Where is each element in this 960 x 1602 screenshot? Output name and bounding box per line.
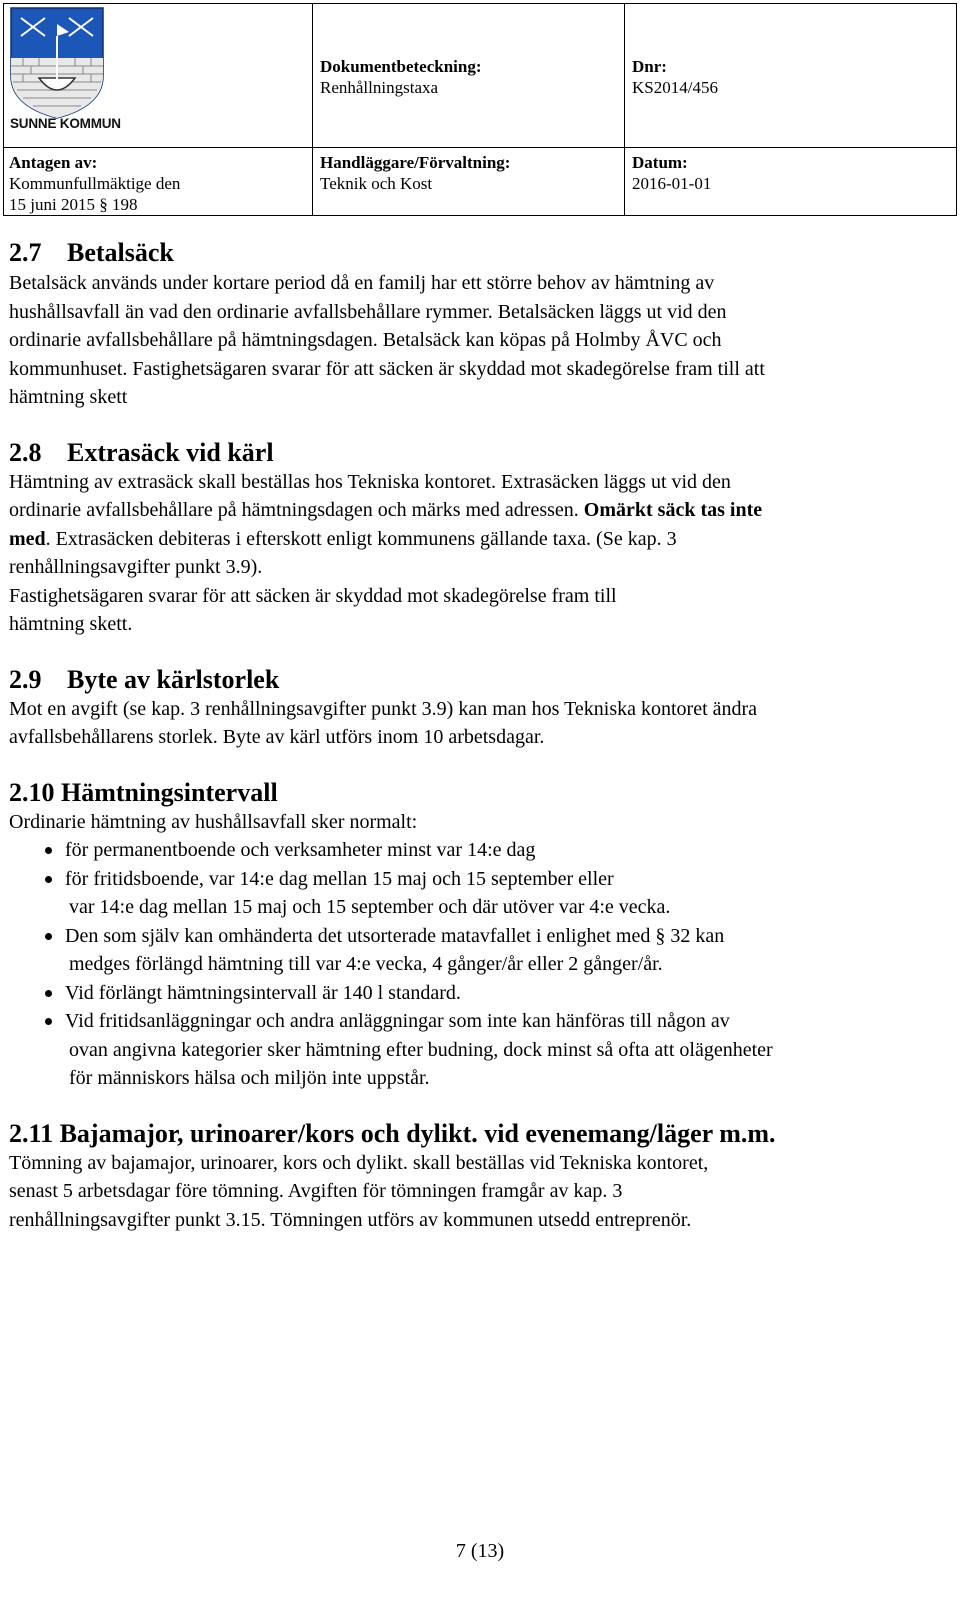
list-item: [9, 922, 949, 979]
document-header: [3, 3, 957, 216]
header-divider: [312, 4, 313, 215]
list-item: [9, 836, 949, 865]
bullet-icon: [45, 847, 52, 854]
doc-label: Dokumentbeteckning:: [320, 57, 482, 76]
handlaggare-value: Teknik och Kost: [320, 174, 433, 193]
section-number: 2.8: [9, 437, 42, 467]
paragraph-line: renhållningsavgifter punkt 3.9).: [9, 556, 263, 578]
paragraph-line: renhållningsavgifter punkt 3.15. Tömningen utförs av kommunen utsedd entreprenör.: [9, 1208, 692, 1231]
paragraph-line: ordinarie avfallsbehållare på hämtningsdagen. Betalsäck kan köpas på Holmby ÅVC och: [9, 329, 722, 351]
paragraph-line: Hämtning av extrasäck skall beställas hos Tekniska kontoret. Extrasäcken läggs ut vid den: [9, 470, 731, 493]
section-heading: [9, 778, 949, 808]
section-2-9: [9, 665, 949, 752]
section-heading: [9, 665, 949, 695]
paragraph-line: hämtning skett: [9, 386, 128, 408]
paragraph-line: [9, 525, 949, 554]
paragraph-line: hämtning skett.: [9, 613, 133, 635]
list-item-text: Den som själv kan omhänderta det utsorterade matavfallet i enlighet med § 32 kan: [65, 924, 725, 947]
bullet-icon: [45, 1018, 52, 1025]
section-number: 2.10: [9, 777, 55, 807]
list-item: [9, 865, 949, 922]
section-heading: [9, 438, 949, 468]
section-2-7: [9, 238, 949, 412]
paragraph-line: [9, 496, 949, 525]
sunne-kommun-logo: [9, 6, 105, 134]
antagen-date: 15 juni 2015 § 198: [9, 195, 138, 214]
list-item-text: Vid förlängt hämtningsintervall är 140 l standard.: [65, 981, 461, 1004]
section-heading: [9, 1119, 949, 1149]
section-title: Bajamajor, urinoarer/kors och dylikt. vid evenemang/läger m.m.: [59, 1118, 776, 1148]
dnr-cell: [632, 56, 718, 98]
paragraph-line: Tömning av bajamajor, urinoarer, kors och dylikt. skall beställas vid Tekniska kontoret,: [9, 1151, 709, 1174]
list-item-continuation: medges förlängd hämtning till var 4:e vecka, 4 gånger/år eller 2 gånger/år.: [69, 953, 663, 975]
section-title: Hämtningsintervall: [61, 777, 278, 807]
section-2-10: [9, 778, 949, 1093]
page-number: 7 (13): [455, 1540, 505, 1562]
paragraph-line: avfallsbehållarens storlek. Byte av kärl utförs inom 10 arbetsdagar.: [9, 726, 545, 748]
doc-value: Renhållningstaxa: [320, 78, 439, 97]
paragraph-line: Ordinarie hämtning av hushållsavfall sker normalt:: [9, 810, 418, 833]
paragraph-line: senast 5 arbetsdagar före tömning. Avgiften för tömningen framgår av kap. 3: [9, 1180, 623, 1202]
handlaggare-cell: [320, 152, 510, 194]
text-run: . Extrasäcken debiteras i efterskott enligt kommunens gällande taxa. (Se kap. 3: [45, 527, 677, 550]
bold-text: Omärkt säck tas inte: [583, 499, 763, 521]
paragraph-line: Mot en avgift (se kap. 3 renhållningsavgifter punkt 3.9) kan man hos Tekniska kontoret ändra: [9, 697, 758, 720]
datum-cell: [632, 152, 711, 194]
logo-text: SUNNE KOMMUN: [10, 116, 121, 131]
header-divider: [4, 147, 956, 148]
doc-cell: [320, 56, 482, 98]
section-2-11: [9, 1119, 949, 1235]
section-number: 2.7: [9, 238, 42, 267]
bullet-icon: [45, 876, 52, 883]
list-item-continuation: ovan angivna kategorier sker hämtning efter budning, dock minst så ofta att olägenheter: [69, 1038, 773, 1061]
paragraph-line: hushållsavfall än vad den ordinarie avfallsbehållare rymmer. Betalsäcken läggs ut vid den: [9, 300, 727, 323]
interval-list: [9, 836, 949, 1093]
datum-label: Datum:: [632, 153, 688, 172]
antagen-label: Antagen av:: [9, 153, 98, 172]
antagen-value: Kommunfullmäktige den: [9, 174, 181, 193]
section-title: Betalsäck: [67, 238, 174, 267]
section-title: Byte av kärlstorlek: [67, 664, 280, 694]
list-item: [9, 1007, 949, 1093]
list-item-continuation: var 14:e dag mellan 15 maj och 15 september och där utöver var 4:e vecka.: [69, 896, 671, 918]
bold-text: med: [9, 527, 46, 550]
datum-value: 2016-01-01: [632, 174, 712, 193]
section-number: 2.9: [9, 664, 42, 694]
paragraph-line: Betalsäck används under kortare period då en familj har ett större behov av hämtning av: [9, 272, 715, 294]
section-title: Extrasäck vid kärl: [67, 437, 274, 467]
paragraph-line: kommunhuset. Fastighetsägaren svarar för att säcken är skyddad mot skadegörelse fram till att: [9, 357, 765, 380]
section-2-8: [9, 438, 949, 639]
header-divider: [624, 4, 625, 215]
list-item-text: för permanentboende och verksamheter minst var 14:e dag: [65, 839, 536, 861]
dnr-value: KS2014/456: [632, 78, 718, 97]
document-body: [9, 238, 949, 1260]
list-item-continuation: för människors hälsa och miljön inte uppstår.: [69, 1067, 430, 1089]
text-run: ordinarie avfallsbehållare på hämtningsdagen och märks med adressen.: [9, 499, 584, 521]
dnr-label: Dnr:: [632, 57, 667, 76]
section-heading: [9, 238, 949, 268]
bullet-icon: [45, 933, 52, 940]
list-item-text: Vid fritidsanläggningar och andra anläggningar som inte kan hänföras till någon av: [65, 1010, 730, 1032]
list-item-text: för fritidsboende, var 14:e dag mellan 15 maj och 15 september eller: [65, 867, 614, 890]
handlaggare-label: Handläggare/Förvaltning:: [320, 153, 511, 172]
section-number: 2.11: [9, 1118, 54, 1148]
bullet-icon: [45, 990, 52, 997]
list-item: [9, 979, 949, 1008]
paragraph-line: Fastighetsägaren svarar för att säcken är skyddad mot skadegörelse fram till: [9, 584, 617, 607]
antagen-cell: [9, 152, 180, 215]
